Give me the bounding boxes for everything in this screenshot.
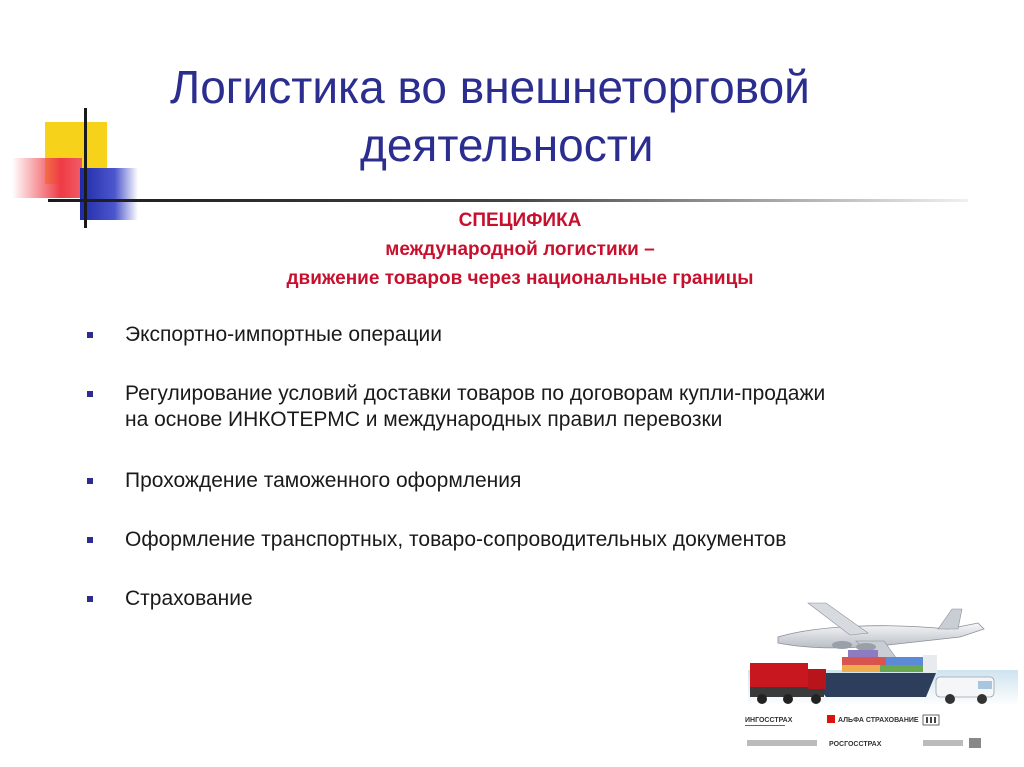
alfa-logo bbox=[827, 715, 919, 724]
bullet-text: Экспортно-импортные операции bbox=[125, 323, 443, 346]
bullet-marker bbox=[87, 537, 93, 543]
bullet-text-continued: на основе ИНКОТЕРМС и международных правил перевозки bbox=[125, 408, 723, 431]
bullet-item bbox=[85, 322, 995, 348]
ingosstrakh-logo-text: ИНГОССТРАХ bbox=[745, 717, 793, 724]
bullet-marker bbox=[87, 596, 93, 602]
slide-title-line1: Логистика во внешнеторговой bbox=[170, 61, 810, 113]
rosgosstrakh-logo bbox=[829, 741, 882, 748]
decor-vertical-line bbox=[84, 108, 87, 228]
ship-icon bbox=[808, 650, 937, 697]
specifics-heading: СПЕЦИФИКА bbox=[458, 210, 582, 231]
slide-title-line2: деятельности bbox=[360, 119, 654, 171]
red-truck-icon bbox=[750, 663, 826, 704]
bullet-item bbox=[85, 468, 995, 494]
rosgosstrakh-logo-text: РОСГОССТРАХ bbox=[829, 741, 882, 748]
specifics-block bbox=[150, 206, 890, 293]
decor-red-square bbox=[12, 158, 82, 198]
bullet-marker bbox=[87, 478, 93, 484]
bullet-text: Прохождение таможенного оформления bbox=[125, 469, 522, 492]
decor-blue-square bbox=[80, 168, 138, 220]
bullet-text: Регулирование условий доставки товаров по договорам купли-продажи bbox=[125, 382, 826, 405]
specifics-description: движение товаров через национальные границы bbox=[286, 268, 754, 289]
slide-title bbox=[150, 58, 990, 174]
insurance-logos bbox=[745, 712, 1020, 762]
alfa-logo-text: АЛЬФА СТРАХОВАНИЕ bbox=[838, 717, 919, 724]
bullet-marker bbox=[87, 391, 93, 397]
specifics-subheading: международной логистики – bbox=[385, 239, 655, 260]
ingosstrakh-logo bbox=[745, 717, 793, 726]
bank-logo-icon bbox=[923, 715, 939, 725]
decor-horizontal-line bbox=[48, 199, 968, 202]
bullet-text: Страхование bbox=[125, 587, 253, 610]
bullet-item bbox=[85, 381, 995, 433]
bullet-text: Оформление транспортных, товаро-сопроводительных документов bbox=[125, 528, 787, 551]
bullet-item bbox=[85, 527, 995, 553]
bullet-list bbox=[85, 322, 995, 612]
bullet-marker bbox=[87, 332, 93, 338]
